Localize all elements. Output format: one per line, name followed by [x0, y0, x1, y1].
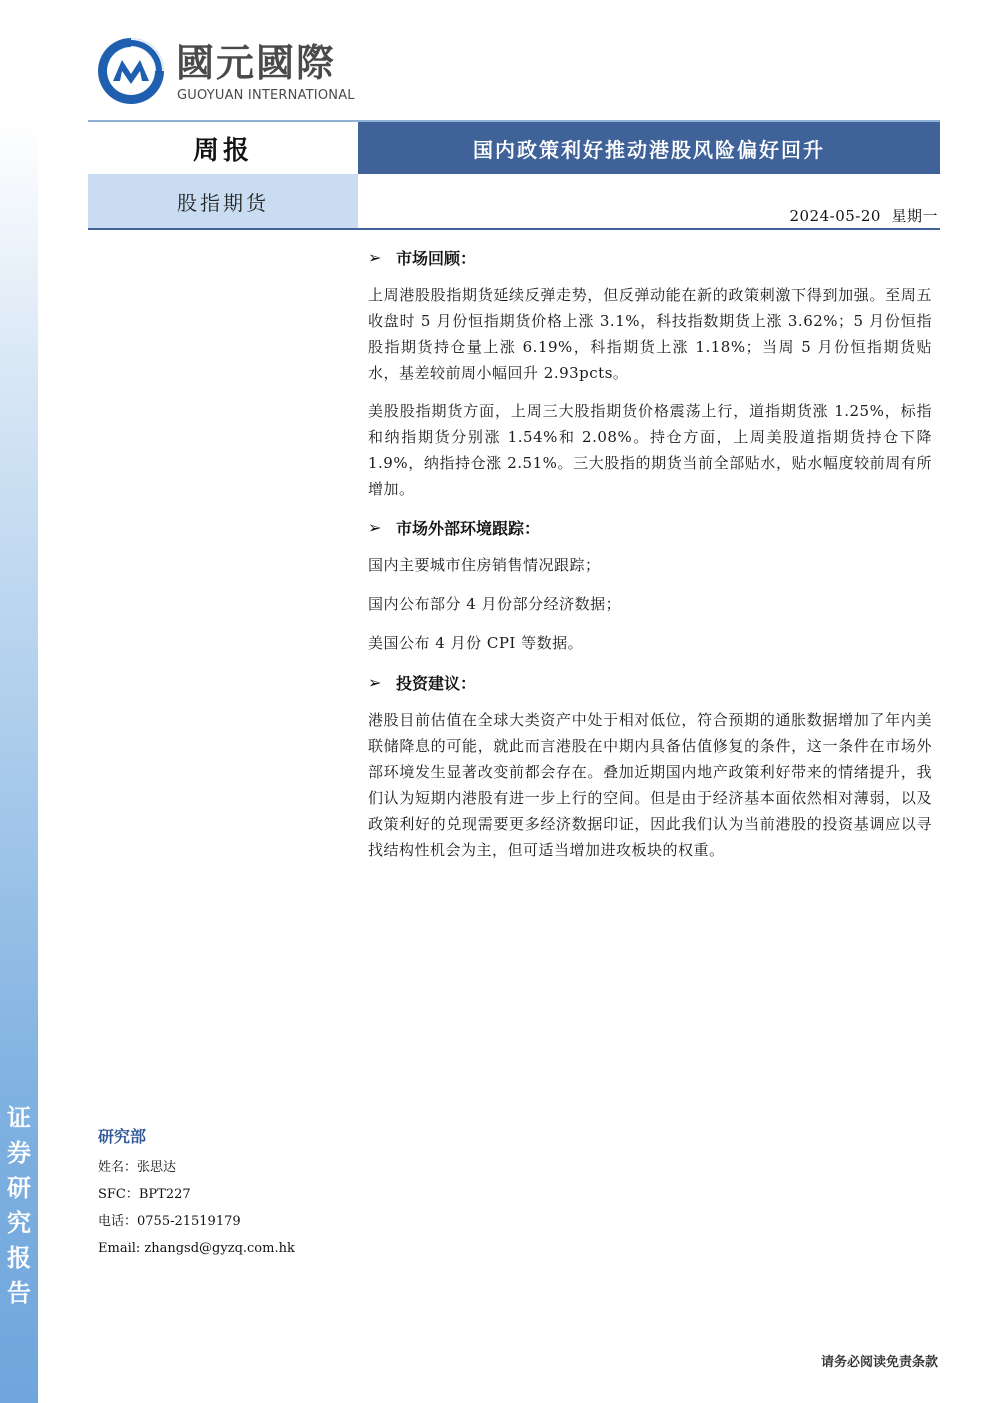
- logo-english-name: GUOYUAN INTERNATIONAL: [177, 88, 355, 103]
- body-paragraph: 美股股指期货方面，上周三大股指期货价格震荡上行，道指期货涨 1.25%，标指和纳指期货分别涨 1.54%和 2.08%。持仓方面，上周美股道指期货持仓下降 1.9%，纳指持仓涨 2.51%。三大股指的期货当前全部贴水，贴水幅度较前周有所增加。: [368, 402, 932, 498]
- report-title: 国内政策利好推动港股风险偏好回升: [358, 122, 940, 174]
- guoyuan-logo-icon: [96, 36, 166, 106]
- section-heading-external-environment: [368, 514, 932, 540]
- author-email: Email: zhangsd@gyzq.com.hk: [98, 1241, 295, 1256]
- tracking-item: 美国公布 4 月份 CPI 等数据。: [368, 634, 584, 652]
- report-date-value: 2024-05-20: [789, 207, 881, 225]
- body-paragraph: 上周港股股指期货延续反弹走势，但反弹动能在新的政策刺激下得到加强。至周五收盘时 5 月份恒指期货价格上涨 3.1%，科技指数期货上涨 3.62%；5 月份恒指股指期货持仓量上涨 6.19%，科指期货上涨 1.18%；当周 5 月份恒指期货贴水，基差较前周小幅回升 2.93pcts。: [368, 286, 932, 382]
- side-label-char: 券: [7, 1138, 31, 1167]
- section-heading-investment-advice: [368, 669, 932, 695]
- company-logo: [96, 36, 366, 108]
- report-type-label: 周报: [192, 135, 253, 166]
- side-label-char: 告: [7, 1278, 31, 1307]
- section-heading-market-review: [368, 244, 932, 270]
- section-heading-text: 投资建议：: [396, 673, 477, 693]
- disclaimer-note: 请务必阅读免责条款: [820, 1355, 938, 1370]
- tracking-item: 国内主要城市住房销售情况跟踪；: [368, 556, 601, 574]
- report-category: 股指期货: [88, 174, 358, 228]
- logo-chinese-name: 國元國際: [176, 41, 337, 85]
- side-label-char: 究: [7, 1208, 31, 1237]
- report-body: [368, 244, 932, 875]
- author-department: 研究部: [98, 1127, 147, 1146]
- arrow-bullet-icon: ➢: [368, 672, 382, 692]
- side-label-char: 报: [7, 1243, 31, 1272]
- side-label-char: 研: [7, 1173, 31, 1202]
- header-bottom-rule: [88, 228, 940, 230]
- section-heading-text: 市场外部环境跟踪：: [396, 518, 541, 538]
- tracking-item: 国内公布部分 4 月份部分经济数据；: [368, 595, 622, 613]
- section-heading-text: 市场回顾：: [396, 248, 477, 268]
- side-vertical-label: [4, 1100, 34, 1310]
- author-info: [98, 1126, 358, 1262]
- author-name: 姓名：张思达: [98, 1160, 177, 1175]
- arrow-bullet-icon: ➢: [368, 247, 382, 267]
- side-label-char: 证: [7, 1103, 31, 1132]
- body-paragraph: 港股目前估值在全球大类资产中处于相对低位，符合预期的通胀数据增加了年内美联储降息的可能，就此而言港股在中期内具备估值修复的条件，这一条件在市场外部环境发生显著改变前都会存在。叠加近期国内地产政策利好带来的情绪提升，我们认为短期内港股有进一步上行的空间。但是由于经济基本面依然相对薄弱，以及政策利好的兑现需要更多经济数据印证，因此我们认为当前港股的投资基调应以寻找结构性机会为主，但可适当增加进攻板块的权重。: [368, 711, 932, 859]
- author-sfc: SFC：BPT227: [98, 1187, 191, 1202]
- arrow-bullet-icon: ➢: [368, 517, 382, 537]
- report-weekday: 星期一: [891, 207, 938, 225]
- author-phone: 电话：0755-21519179: [98, 1214, 241, 1229]
- report-date: [789, 205, 938, 226]
